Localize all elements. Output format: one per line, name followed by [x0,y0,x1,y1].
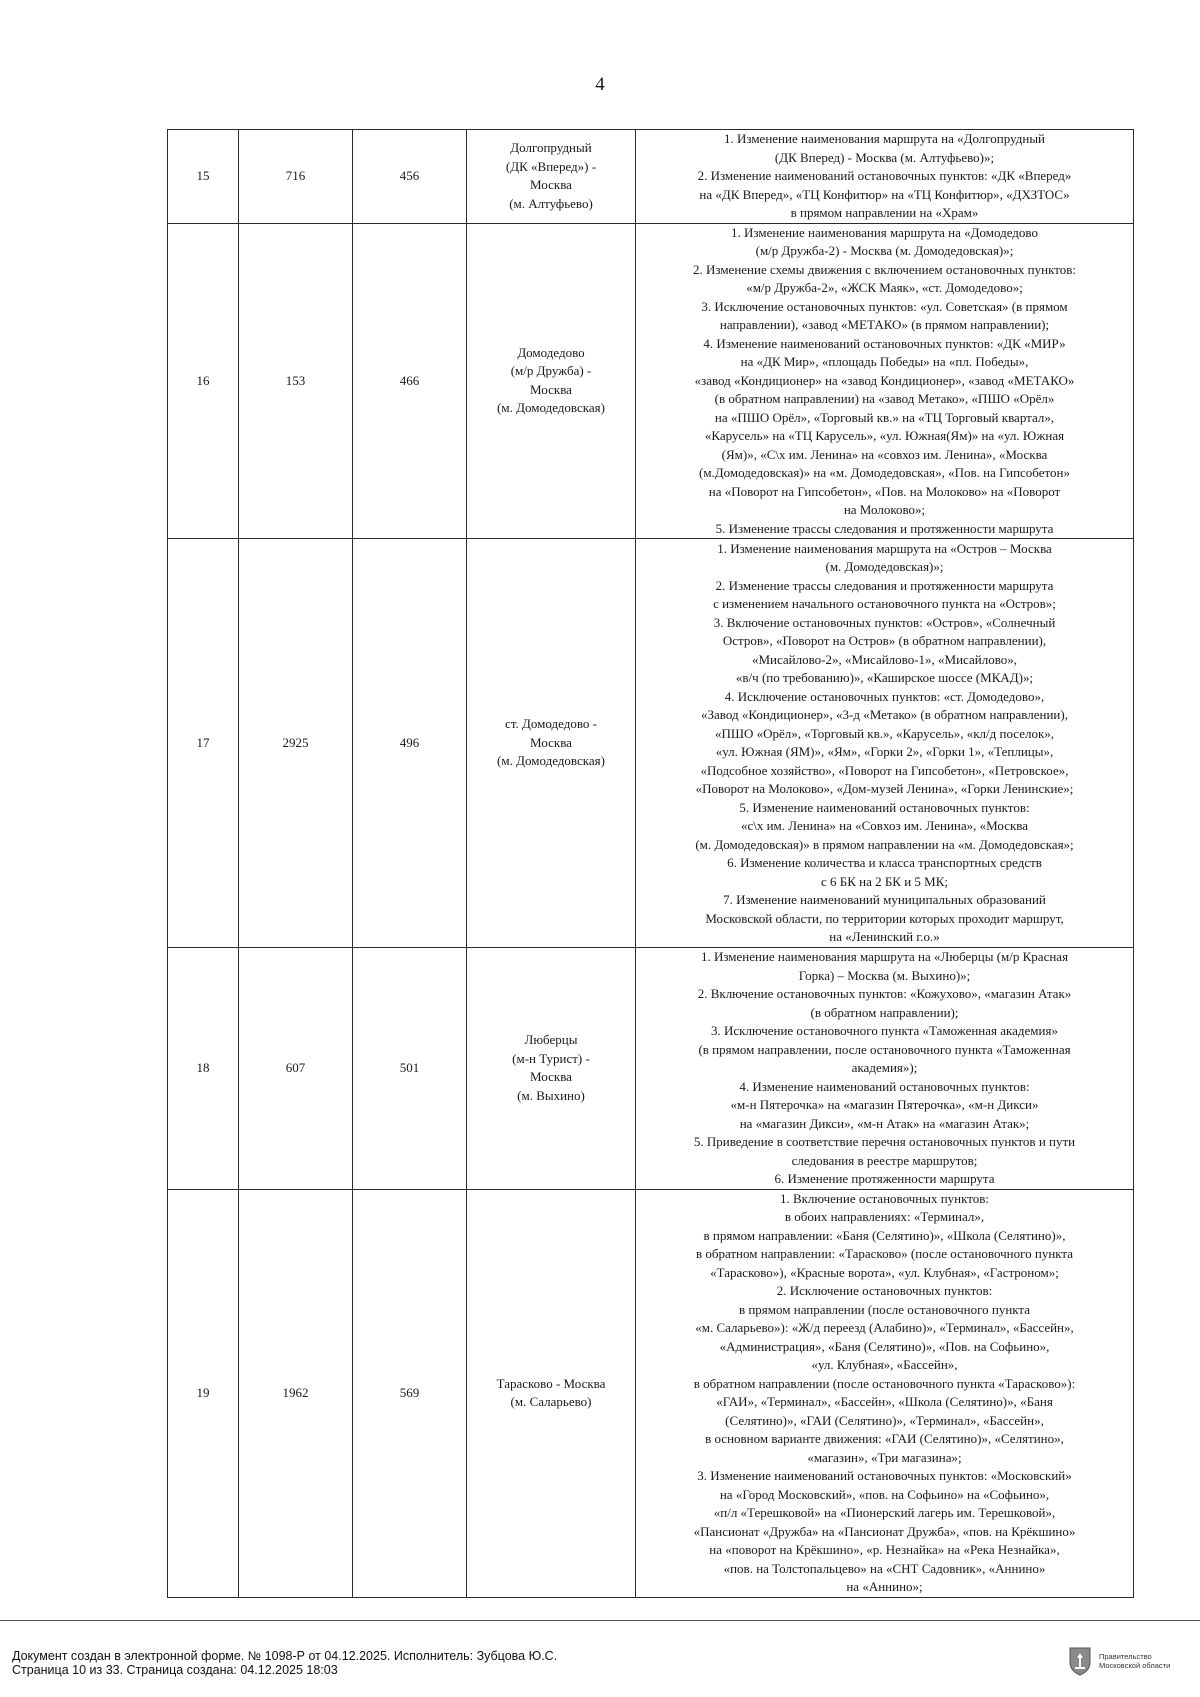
text-line: (Ям)», «С\х им. Ленина» на «совхоз им. Ленина», «Москва [721,446,1048,462]
text-line: Москва [530,1069,572,1085]
text-line: на Молоково»; [843,502,926,517]
text-line: 2. Изменение трассы следования и протяженности маршрута [715,577,1054,593]
logo-caption [1099,1652,1170,1670]
text-line: «магазин», «Три магазина»; [807,1449,962,1465]
text-line: на «ПШО Орёл», «Торговый кв.» на «ТЦ Торговый квартал», [714,409,1055,425]
text-line: «Карусель» на «ТЦ Карусель», «ул. Южная(Ям)» на «ул. Южная [704,428,1065,443]
text-line: (Селятино)», «ГАИ (Селятино)», «Терминал», «Бассейн», [725,1412,1044,1428]
route-changes [636,223,1134,539]
route-name [467,130,636,224]
text-line: (в обратном направлении); [810,1004,959,1020]
text-line: 5. Изменение трассы следования и протяженности маршрута [715,520,1054,536]
text-line: 2. Изменение схемы движения с включением остановочных пунктов: [692,261,1076,277]
row-number: 19 [168,1189,239,1597]
text-line: 4. Исключение остановочных пунктов: «ст. Домодедово», [724,688,1045,704]
text-line: Люберцы [524,1032,578,1048]
text-line: «ул. Южная (ЯМ)», «Ям», «Горки 2», «Горки 1», «Теплицы», [715,744,1054,759]
text-line: 6. Изменение количества и класса транспортных средств [727,855,1042,870]
text-line: «ПШО «Орёл», «Торговый кв.», «Карусель», «кл/д поселок», [714,725,1055,741]
text-line: 5. Приведение в соответствие перечня остановочных пунктов и пути [693,1134,1076,1149]
text-line: Москва [530,734,572,750]
route-number: 456 [353,130,467,224]
text-line: 1. Изменение наименования маршрута на «Люберцы (м/р Красная [700,949,1069,964]
government-logo [1068,1646,1198,1678]
logo-caption-line: Московской области [1099,1661,1171,1670]
text-line: на «ДК Мир», «площадь Победы» на «пл. Победы», [740,354,1029,369]
text-line: «п/л «Терешковой» на «Пионерский лагерь им. Терешковой», [713,1505,1056,1520]
text-line: в прямом направлении на «Храм» [790,205,979,220]
text-line: (м. Домодедовская) [497,753,605,769]
text-line: 2. Включение остановочных пунктов: «Кожухово», «магазин Атак» [697,986,1072,1001]
route-changes [636,539,1134,948]
text-line: 2. Изменение наименований остановочных пунктов: «ДК «Вперед» [697,168,1072,183]
text-line: ст. Домодедово - [505,716,597,732]
text-line: (м. Домодедовская) [497,400,605,416]
text-line: 4. Изменение наименований остановочных пунктов: [739,1078,1030,1094]
text-line: (ДК Вперед) - Москва (м. Алтуфьево)»; [774,149,995,165]
text-line: (в обратном направлении) на «завод Метако», «ПШО «Орёл» [714,391,1055,406]
text-line: Москва [530,177,572,193]
text-line: направлении), «завод «МЕТАКО» (в прямом направлении); [719,317,1050,332]
route-registry-number: 2925 [239,539,353,948]
table-row [168,223,1134,539]
text-line: 1. Изменение наименования маршрута на «Остров – Москва [717,540,1052,556]
text-line: с 6 БК на 2 БК и 5 МК; [820,873,949,889]
footer-page-info: Страница 10 из 33. Страница создана: 04.12.2025 18:03 [12,1663,338,1677]
text-line: в обоих направлениях: «Терминал», [784,1209,985,1224]
text-line: «Завод «Кондиционер», «3-д «Метако» (в обратном направлении), [701,707,1068,722]
text-line: 1. Изменение наименования маршрута на «Долгопрудный [723,131,1046,146]
route-name [467,223,636,539]
route-number: 501 [353,948,467,1190]
text-line: 1. Включение остановочных пунктов: [779,1190,990,1206]
text-line: (м. Домодедовская)» в прямом направлении на «м. Домодедовская»; [695,836,1074,852]
text-line: «м/р Дружба-2», «ЖСК Маяк», «ст. Домодедово»; [746,280,1023,295]
text-line: (ДК «Вперед») - [505,158,597,174]
text-line: на «поворот на Крёкшино», «р. Незнайка» на «Река Незнайка», [709,1542,1060,1557]
text-line: следования в реестре маршрутов; [791,1152,978,1168]
text-line: (м/р Дружба-2) - Москва (м. Домодедовская)»; [755,243,1014,258]
text-line: «м. Саларьево»): «Ж/д переезд (Алабино)», «Терминал», «Бассейн», [695,1320,1074,1335]
text-line: Московской области, по территории которых проходит маршрут, [705,910,1064,926]
text-line: в основном варианте движения: «ГАИ (Селятино)», «Селятино», [705,1431,1064,1446]
route-changes [636,130,1134,224]
page-number: 4 [595,74,605,95]
text-line: «с\х им. Ленина» на «Совхоз им. Ленина», «Москва [740,818,1029,833]
text-line: в прямом направлении (после остановочного пункта [738,1301,1031,1317]
text-line: Домодедово [517,344,585,360]
row-number: 17 [168,539,239,948]
text-line: на «Поворот на Гипсобетон», «Пов. на Молоково» на «Поворот [708,483,1061,499]
text-line: 3. Исключение остановочного пункта «Таможенная академия» [711,1023,1058,1038]
text-line: «в/ч (по требованию)», «Каширское шоссе (МКАД)»; [735,670,1034,685]
text-line: на «Ленинский г.о.» [829,929,940,944]
route-registry-number: 1962 [239,1189,353,1597]
text-line: (м. Домодедовская)»; [825,559,944,574]
table-row [168,539,1134,948]
text-line: на «магазин Дикси», «м-н Атак» на «магазин Атак»; [739,1115,1030,1131]
text-line: (в прямом направлении, после остановочного пункта «Таможенная [698,1041,1071,1057]
text-line: «ул. Клубная», «Бассейн», [811,1357,958,1372]
route-registry-number: 716 [239,130,353,224]
table-row [168,130,1134,224]
text-line: (м/р Дружба) - [510,363,592,379]
text-line: «ГАИ», «Терминал», «Бассейн», «Школа (Селятино)», «Баня [716,1394,1053,1409]
routes-table [167,129,1134,1598]
route-number: 496 [353,539,467,948]
row-number: 18 [168,948,239,1190]
text-line: 6. Изменение протяженности маршрута [774,1171,995,1186]
text-line: 2. Исключение остановочных пунктов: [776,1283,993,1298]
table-row [168,1189,1134,1597]
document-footer [0,1620,1200,1697]
text-line: академия»); [851,1060,918,1075]
text-line: на «Город Московский», «пов. на Софьино» на «Софьино», [719,1486,1050,1502]
text-line: Остров», «Поворот на Остров» (в обратном направлении), [722,633,1047,648]
text-line: Горка) – Москва (м. Выхино)»; [798,967,971,983]
logo-caption-line: Правительство [1099,1652,1152,1661]
text-line: Москва [530,381,572,397]
route-number: 569 [353,1189,467,1597]
route-registry-number: 607 [239,948,353,1190]
coat-of-arms-icon [1068,1646,1092,1676]
text-line: 3. Изменение наименований остановочных пунктов: «Московский» [697,1468,1072,1483]
route-number: 466 [353,223,467,539]
route-name [467,539,636,948]
text-line: «Администрация», «Баня (Селятино)», «Пов. на Софьино», [719,1338,1050,1354]
text-line: (м. Алтуфьево) [509,195,593,211]
text-line: (м. Выхино) [517,1087,585,1103]
text-line: «Мисайлово-2», «Мисайлово-1», «Мисайлово», [751,651,1018,667]
text-line: (м. Саларьево) [510,1394,592,1409]
text-line: в обратном направлении (после остановочного пункта «Тарасково»): [693,1375,1076,1391]
text-line: (м.Домодедовская)» на «м. Домодедовская», «Пов. на Гипсобетон» [699,465,1070,480]
row-number: 15 [168,130,239,224]
text-line: 1. Изменение наименования маршрута на «Домодедово [731,224,1038,240]
text-line: «пов. на Толстопальцево» на «СНТ Садовник», «Аннино» [723,1560,1046,1576]
text-line: с изменением начального остановочного пункта на «Остров»; [713,596,1056,611]
text-line: «Поворот на Молоково», «Дом-музей Ленина», «Горки Ленинские»; [695,781,1074,796]
text-line: 7. Изменение наименований муниципальных образований [723,892,1046,907]
text-line: 5. Изменение наименований остановочных пунктов: [739,799,1030,815]
text-line: «м-н Пятерочка» на «магазин Пятерочка», «м-н Дикси» [730,1097,1039,1112]
text-line: (м-н Турист) - [512,1050,590,1066]
route-changes [636,1189,1134,1597]
footer-text [12,1649,557,1677]
text-line: 4. Изменение наименований остановочных пунктов: «ДК «МИР» [703,335,1066,351]
text-line: «завод «Кондиционер» на «завод Кондиционер», «завод «МЕТАКО» [694,372,1075,388]
route-changes [636,948,1134,1190]
text-line: в прямом направлении: «Баня (Селятино)», «Школа (Селятино)», [703,1227,1066,1243]
text-line: на «ДК Вперед», «ТЦ Конфитюр» на «ТЦ Конфитюр», «ДХЗТОС» [699,186,1070,202]
route-name [467,1189,636,1597]
table-row [168,948,1134,1190]
text-line: Долгопрудный [510,140,592,156]
routes-table-body [168,130,1134,1598]
text-line: «Пансионат «Дружба» на «Пансионат Дружба», «пов. на Крёкшино» [693,1523,1076,1539]
text-line: 3. Исключение остановочных пунктов: «ул. Советская» (в прямом [701,298,1068,314]
text-line: Тарасково - Москва [496,1375,606,1391]
route-name [467,948,636,1190]
footer-document-info: Документ создан в электронной форме. № 1098-Р от 04.12.2025. Исполнитель: Зубцова Ю.С. [12,1649,558,1663]
text-line: в обратном направлении: «Тарасково» (после остановочного пункта [695,1246,1074,1261]
route-registry-number: 153 [239,223,353,539]
text-line: «Подсобное хозяйство», «Поворот на Гипсобетон», «Петровское», [700,762,1069,778]
row-number: 16 [168,223,239,539]
text-line: 3. Включение остановочных пунктов: «Остров», «Солнечный [713,614,1056,630]
text-line: «Тарасково»), «Красные ворота», «ул. Клубная», «Гастроном»; [710,1264,1059,1280]
text-line: на «Аннино»; [846,1579,923,1594]
